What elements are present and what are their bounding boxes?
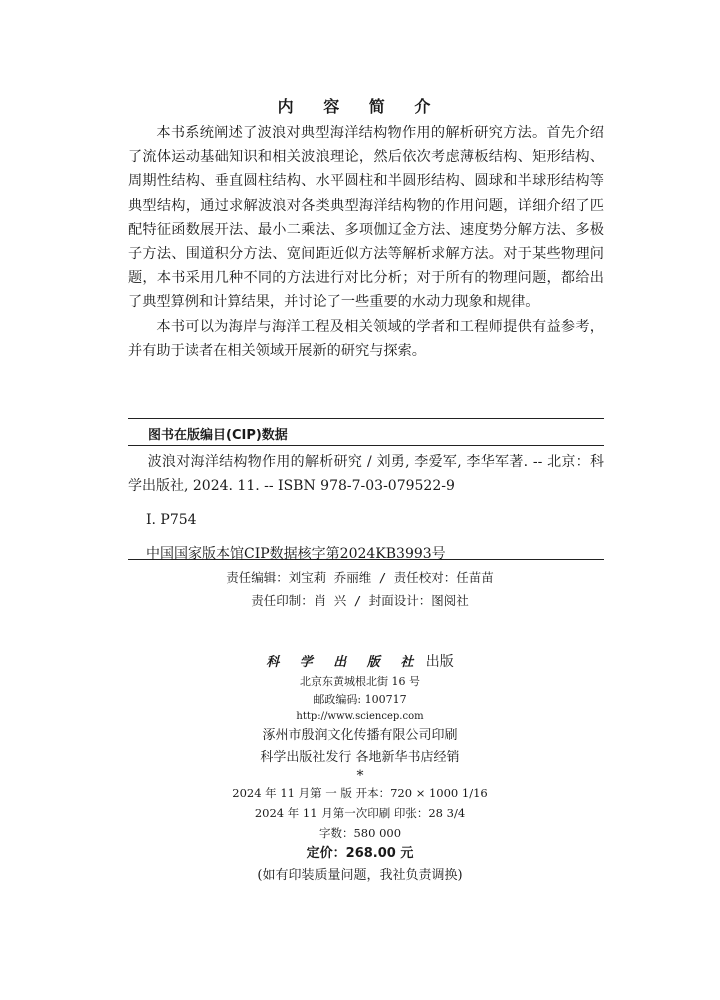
cip-data-block bbox=[128, 450, 604, 566]
cip-heading: 图书在版编目(CIP)数据 bbox=[148, 428, 288, 443]
editors-line-2: 责任印制：肖 兴 / 封面设计：图阅社 bbox=[251, 593, 469, 608]
page-title: 内 容 简 介 bbox=[277, 97, 443, 116]
print-line: 2024 年 11 月第一次印刷 印张：28 3/4 bbox=[254, 806, 466, 820]
publication-info bbox=[0, 652, 720, 887]
cip-description: 波浪对海洋结构物作用的解析研究 / 刘勇, 李爱军, 李华军著. -- 北京：科学出版社, 2024. 11. -- ISBN 978-7-03-079522-9 bbox=[128, 454, 604, 494]
summary-paragraph-1: 本书系统阐述了波浪对典型海洋结构物作用的解析研究方法。首先介绍了流体运动基础知识和相关波浪理论，然后依次考虑薄板结构、矩形结构、周期性结构、垂直圆柱结构、水平圆柱和半圆形结构、圆球和半球形结构等典型结构，通过求解波浪对各类典型海洋结构物的作用问题，详细介绍了匹配特征函数展开法、最小二乘法、多项伽辽金方法、速度势分解方法、多极子方法、围道积分方法、宽间距近似方法等解析求解方法。对于某些物理问题，本书采用几种不同的方法进行对比分析；对于所有的物理问题，都给出了典型算例和计算结果，并讨论了一些重要的水动力现象和规律。 bbox=[128, 125, 604, 311]
press-line bbox=[0, 652, 720, 673]
press-name: 科 学 出 版 社 bbox=[266, 655, 422, 670]
cip-top-rule bbox=[128, 418, 604, 419]
cip-classification: Ⅰ. P754 bbox=[146, 512, 197, 528]
press-url: http://www.sciencep.com bbox=[296, 711, 424, 722]
editors-block bbox=[0, 566, 720, 612]
cip-bottom-rule bbox=[128, 559, 604, 560]
cip-heading-rule bbox=[128, 445, 604, 446]
editors-line-1: 责任编辑：刘宝莉 乔丽维 / 责任校对：任苗苗 bbox=[226, 570, 494, 585]
content-summary bbox=[128, 121, 604, 363]
word-count: 字数：580 000 bbox=[318, 826, 402, 840]
price-value: 268.00 元 bbox=[345, 846, 414, 861]
edition-line: 2024 年 11 月第 一 版 开本：720 × 1000 1/16 bbox=[232, 786, 488, 800]
summary-paragraph-2: 本书可以为海岸与海洋工程及相关领域的学者和工程师提供有益参考，并有助于读者在相关领域开展新的研究与探索。 bbox=[128, 318, 604, 359]
press-suffix: 出版 bbox=[425, 654, 454, 670]
cip-number: 中国国家版本馆CIP数据核字第2024KB3993号 bbox=[146, 546, 446, 562]
price-line bbox=[0, 843, 720, 865]
distribution-line: 科学出版社发行 各地新华书店经销 bbox=[260, 750, 460, 765]
press-postcode: 邮政编码: 100717 bbox=[313, 693, 407, 706]
press-address: 北京东黄城根北街 16 号 bbox=[300, 675, 420, 688]
printer-line: 涿州市殷润文化传播有限公司印刷 bbox=[262, 728, 458, 743]
price-label: 定价： bbox=[306, 846, 346, 861]
quality-notice: (如有印装质量问题，我社负责调换) bbox=[257, 868, 463, 883]
separator-star: * bbox=[356, 768, 364, 784]
